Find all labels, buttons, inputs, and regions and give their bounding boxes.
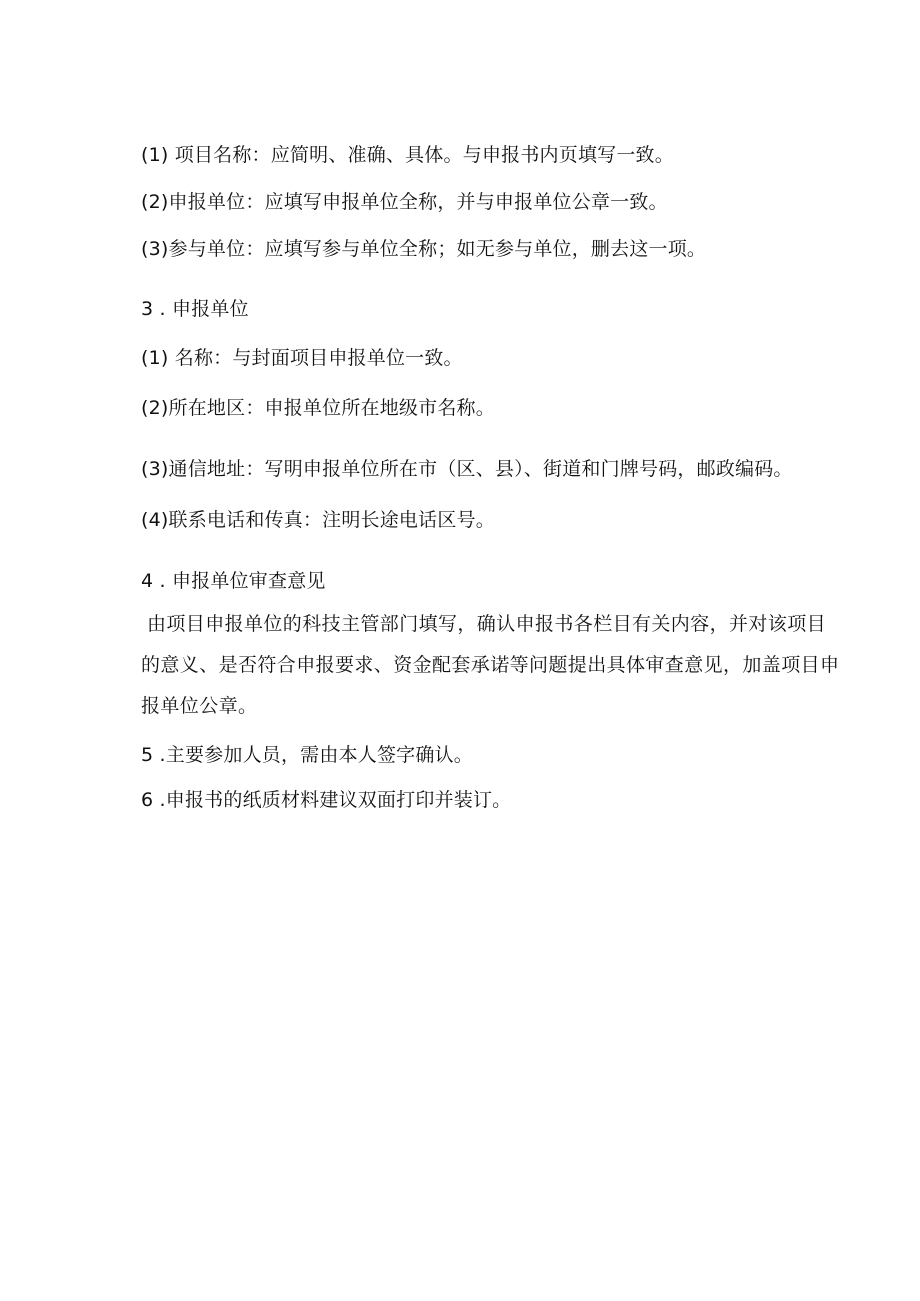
section-4-heading: 4 . 申报单位审查意见 [141, 570, 326, 592]
item-phone-fax: (4)联系电话和传真：注明长途电话区号。 [141, 509, 495, 531]
section-3-heading: 3 . 申报单位 [141, 298, 249, 320]
item-name: (1) 名称：与封面项目申报单位一致。 [141, 347, 463, 369]
item-applicant-unit: (2)申报单位：应填写申报单位全称，并与申报单位公章一致。 [141, 191, 668, 213]
section-4-text: 由项目申报单位的科技主管部门填写，确认申报书各栏目有关内容，并对该项目的意义、是否符合申报要求、资金配套承诺等问题提出具体审查意见，加盖项目申报单位公章。 [141, 613, 840, 717]
section-6-line: 6 .申报书的纸质材料建议双面打印并装订。 [141, 789, 512, 811]
item-participant-unit: (3)参与单位：应填写参与单位全称；如无参与单位，删去这一项。 [141, 238, 707, 260]
section-4-paragraph [141, 604, 841, 727]
section-5-line: 5 .主要参加人员，需由本人签字确认。 [141, 744, 473, 766]
item-address: (3)通信地址：写明申报单位所在市（区、县）、街道和门牌号码，邮政编码。 [141, 458, 793, 480]
item-project-name: (1) 项目名称：应简明、准确、具体。与申报书内页填写一致。 [141, 144, 674, 166]
item-region: (2)所在地区：申报单位所在地级市名称。 [141, 397, 495, 419]
